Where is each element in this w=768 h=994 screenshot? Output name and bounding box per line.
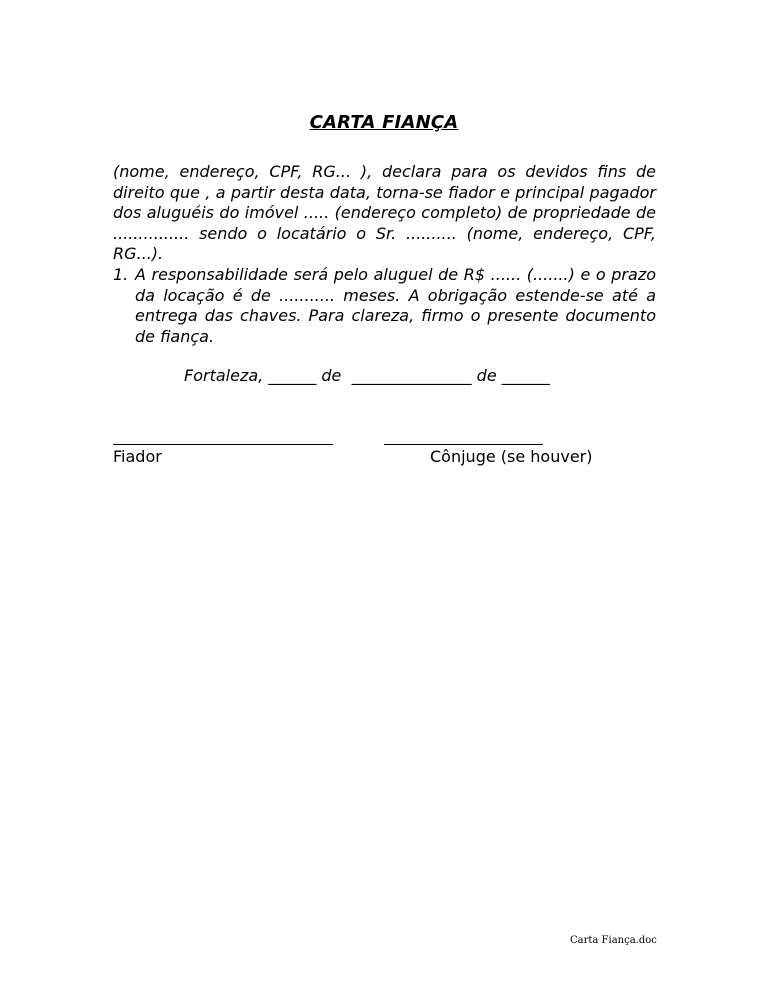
spouse-signature-line [384,444,543,445]
date-line: Fortaleza, ______ de _______________ de ______ [184,366,550,385]
list-item-number: 1. [113,265,129,284]
footer-filename: Carta Fiança.doc [570,935,657,946]
document-title: CARTA FIANÇA [309,112,459,133]
guarantor-label: Fiador [113,447,162,466]
list-item [113,265,656,347]
numbered-list [113,265,656,347]
spouse-label: Cônjuge (se houver) [430,447,593,466]
list-item-text: A responsabilidade será pelo aluguel de R$ ...... (.......) e o prazo da locação é de ........... meses. A obrigação estende-se até a entrega das chaves. Para clareza, firmo o presente documento de fiança. [135,265,656,346]
guarantor-signature-line [113,444,333,445]
declaration-paragraph: (nome, endereço, CPF, RG... ), declara para os devidos fins de direito que , a partir desta data, torna-se fiador e principal pagador dos aluguéis do imóvel ..... (endereço completo) de propriedade de ............... sendo o locatário o Sr. .......... (nome, endereço, CPF, RG...). [113,162,656,263]
